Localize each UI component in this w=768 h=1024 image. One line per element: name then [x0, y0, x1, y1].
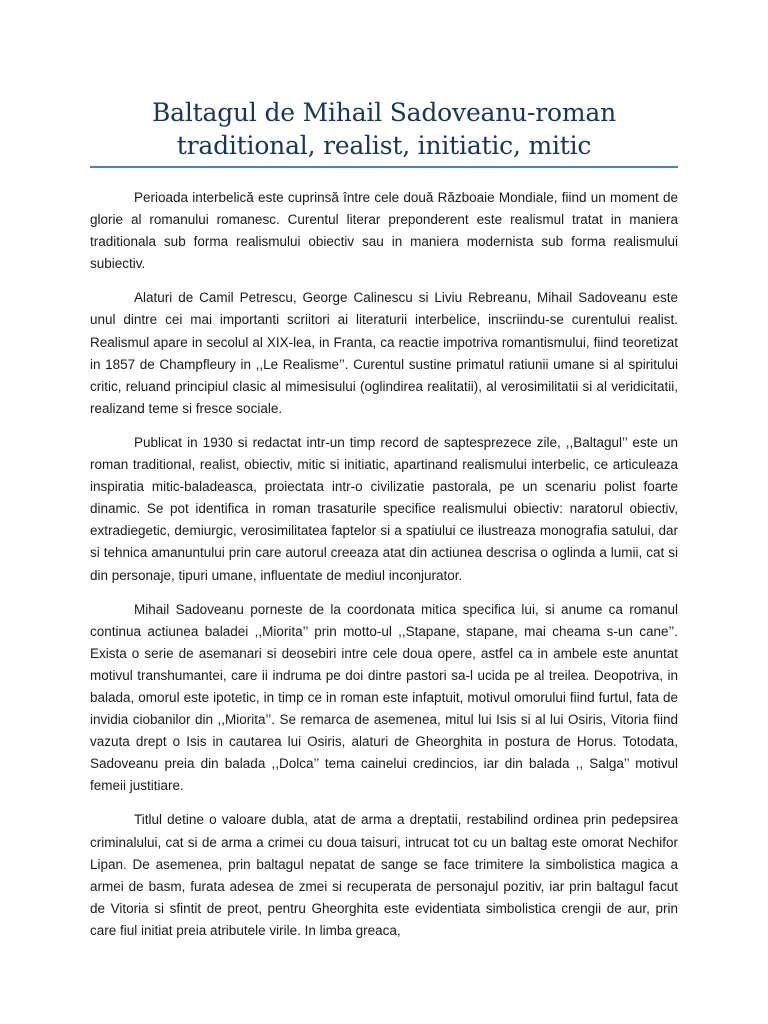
paragraph-mythic-coordinate: Mihail Sadoveanu porneste de la coordonata mitica specifica lui, si anume ca romanul continua actiunea baladei ,,Miorita’’ prin motto-ul ,,Stapane, stapane, mai cheama s-un cane’’. Exista o serie de asemanari si deosebiri intre cele doua opere, astfel ca in ambele este anuntat motivul transhumantei, care ii indruma pe doi dintre pastori sa-l ucida pe al treilea. Deopotriva, in balada, omorul este ipotetic, in timp ce in roman este infaptuit, motivul omorului fiind furtul, fata de invidia ciobanilor din ,,Miorita’’. Se remarca de asemenea, mitul lui Isis si al lui Osiris, Vitoria fiind vazuta drept o Isis in cautarea lui Osiris, alaturi de Gheorghita in postura de Horus. Totodata, Sadoveanu preia din balada ,,Dolca’’ tema cainelui credincios, iar din balada ,, Salga’’ motivul femeii justitiare.	[90, 601, 678, 794]
paragraph-title-meaning: Titlul detine o valoare dubla, atat de arma a dreptatii, restabilind ordinea prin pedepsirea criminalului, cat si de arma a crimei cu doua taisuri, intrucat tot cu un baltag este omorat Nechifor Lipan. De asemenea, prin baltagul nepatat de sange se face trimitere la simbolistica magica a armei de basm, furata adesea de zmei si recuperata de personajul pozitiv, iar prin baltagul facut de Vitoria si sfintit de preot, pentru Gheorghita este evidentiata simbolistica crengii de aur, prin care fiul initiat preia atributele virile. In limba greaca,	[90, 812, 678, 938]
title-line-2: traditional, realist, initiatic, mitic	[176, 131, 592, 160]
document-title	[90, 96, 678, 162]
title-underline-rule	[90, 166, 678, 168]
title-line-1: Baltagul de Mihail Sadoveanu-roman	[151, 98, 617, 127]
document-body	[90, 187, 678, 942]
paragraph-interbellum-period: Perioada interbelică este cuprinsă între cele două Războaie Mondiale, fiind un moment de glorie al romanului romanesc. Curentul literar preponderent este realismul tratat in maniera traditionala sub forma realismului obiectiv sau in maniera modernista sub forma realismului subiectiv.	[90, 190, 678, 272]
paragraph-publication: Publicat in 1930 si redactat intr-un timp record de saptesprezece zile, ,,Baltagul’’ este un roman traditional, realist, obiectiv, mitic si initiatic, apartinand realismului interbelic, ce articuleaza inspiratia mitic-baladeasca, proiectata intr-o civilizatie pastorala, pe un scenariu polist foarte dinamic. Se pot identifica in roman trasaturile specifice realismului obiectiv: naratorul obiectiv, extradiegetic, demiurgic, verosimilitatea faptelor si a spatiului ce ilustreaza monografia satului, dar si tehnica amanuntului prin care autorul creeaza atat din actiunea descrisa o oglinda a lumii, cat si din personaje, tipuri umane, influentate de mediul inconjurator.	[90, 434, 678, 583]
paragraph-realism-context: Alaturi de Camil Petrescu, George Calinescu si Liviu Rebreanu, Mihail Sadoveanu este unul dintre cei mai importanti scriitori ai literaturii interbelice, inscriindu-se curentului realist. Realismul apare in secolul al XIX-lea, in Franta, ca reactie impotriva romantismului, fiind teoretizat in 1857 de Champfleury in ,,Le Realisme’’. Curentul sustine primatul ratiunii umane si al spiritului critic, reluand principiul clasic al mimesisului (oglindirea realitatii), al verosimilitatii si al veridicitatii, realizand teme si fresce sociale.	[90, 290, 678, 416]
document-page	[90, 0, 678, 1024]
